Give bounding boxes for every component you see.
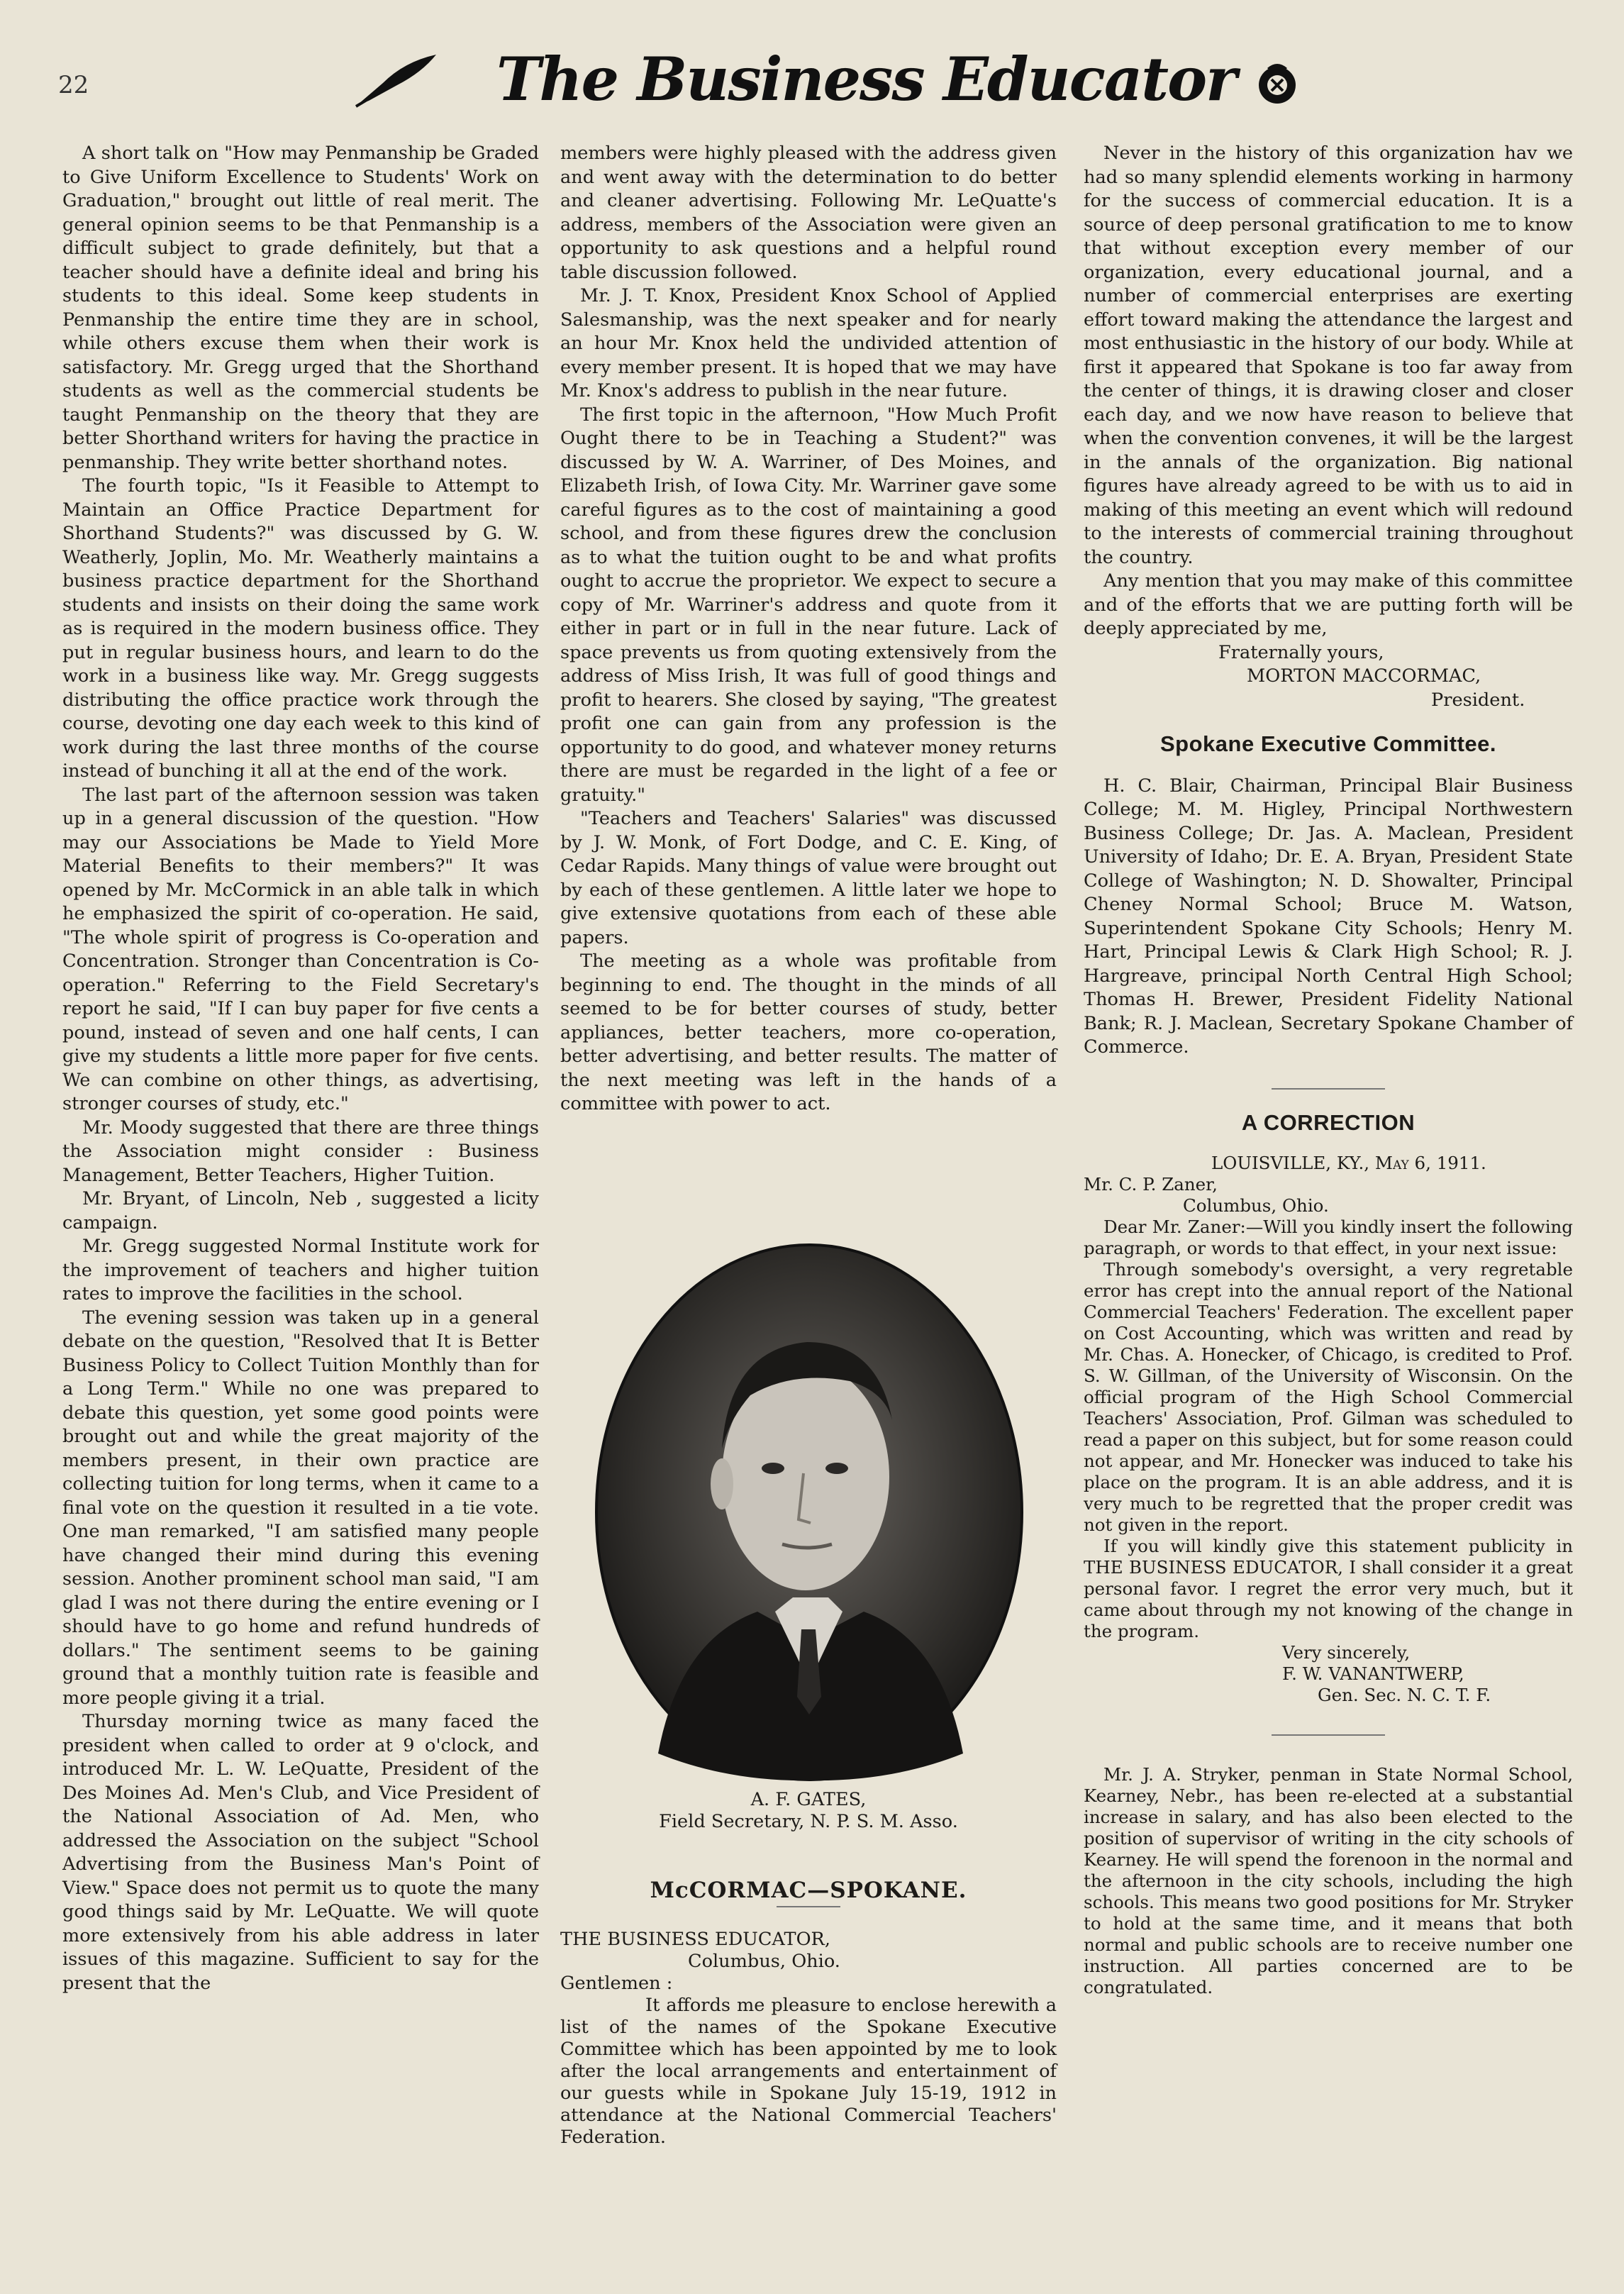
salutation: Gentlemen : [560, 1973, 673, 1994]
addressee: THE BUSINESS EDUCATOR, [560, 1929, 830, 1950]
committee-list: H. C. Blair, Chairman, Principal Blair Business College; M. M. Higley, Principal Northwestern Business College; Dr. Jas. A. Maclean, President University of Idaho; Dr. E. A. Bryan, President State College of Washington; N. D. Showalter, Principal Cheney Normal School; Bruce M. Watson, Superintendent Spokane City Schools; Henry M. Hart, Principal Lewis & Clark High School; R. J. Hargreave, principal North Central High School; Thomas H. Brewer, President Fidelity National Bank; R. J. Maclean, Secretary Spokane Chamber of Commerce. [1084, 775, 1573, 1058]
signer-title: President. [1431, 689, 1525, 711]
page-number: 22 [58, 71, 89, 99]
column-2 [560, 142, 1057, 1116]
paragraph: Any mention that you may make of this committee and of the efforts that we are putting forth will be deeply appreciated by me, [1084, 570, 1573, 639]
divider [1272, 1734, 1385, 1736]
column-3 [1084, 142, 1573, 1998]
section-heading: A CORRECTION [1241, 1109, 1416, 1135]
section-heading: McCORMAC—SPOKANE. [650, 1878, 967, 1903]
paragraph: Mr. Bryant, of Lincoln, Neb , suggested a licity campaign. [62, 1188, 539, 1234]
section-heading: Spokane Executive Committee. [1160, 731, 1496, 756]
paragraph: Never in the history of this organization hav we had so many splendid elements working in harmony for the success of commercial education. It is a source of deep personal gratification to me to know that without exception every member of our organization, every educational journal, and a number of commercial enterprises are exerting effort toward making the attendance the largest and most enthusiastic in the history of our body. While at first it appeared that Spokane is too far away from the center of things, it is drawing closer and closer each day, and we now have reason to believe that when the convention convenes, it will be the largest in the annals of the organization. Big national figures have already agreed to be with us to aid in making of this meeting an event which will redound to the interests of commercial training throughout the country. [1084, 143, 1573, 568]
paragraph: "Teachers and Teachers' Salaries" was discussed by J. W. Monk, of Fort Dodge, and C. E. King, of Cedar Rapids. Many things of value were brought out by each of these gentlemen. A little later we hope to give extensive quotations from each of these able papers. [560, 808, 1057, 948]
paragraph: If you will kindly give this statement publicity in THE BUSINESS EDUCATOR, I shall consider it a great personal favor. I regret the error very much, but it came about through my not knowing of the change in the program. [1084, 1536, 1573, 1641]
paragraph: Dear Mr. Zaner:—Will you kindly insert the following paragraph, or words to that effect, in your next issue: [1084, 1217, 1573, 1258]
paragraph: members were highly pleased with the address given and went away with the determination to do better and cleaner advertising. Following Mr. LeQuatte's address, members of the Association were given an opportunity to ask questions and a helpful round table discussion followed. [560, 143, 1057, 283]
paragraph: Through somebody's oversight, a very regretable error has crept into the annual report of the National Commercial Teachers' Federation. The excellent paper on Cost Accounting, which was written and read by Mr. Chas. A. Honecker, of Chicago, is credited to Prof. S. W. Gillman, of the University of Wisconsin. On the official program of the High School Commercial Teachers' Association, Prof. Gilman was scheduled to read a paper on this subject, but for some reason could not appear, and Mr. Honecker was induced to take his place on the program. It is an able address, and it is very much to be regretted that the proper credit was not given in the report. [1084, 1259, 1573, 1535]
quill-pen-icon [355, 51, 440, 108]
paragraph: Mr. Moody suggested that there are three things the Association might consider : Business Management, Better Teachers, Higher Tuition. [62, 1116, 539, 1186]
emblem-icon [1252, 58, 1303, 109]
masthead-title: The Business Educator [496, 44, 1236, 114]
mccormac-letter [560, 1866, 1057, 2149]
divider [1272, 1088, 1385, 1090]
paragraph: The first topic in the afternoon, "How Much Profit Ought there to be in Teaching a Student?" was discussed by W. A. Warriner, of Des Moines, and Elizabeth Irish, of Iowa City. Mr. Warriner gave some careful figures as to the cost of maintaining a good school, and from these figures drew the conclusion as to what the tuition ought to be and what profits ought to accrue the proprietor. We expect to secure a copy of Mr. Warriner's address and quote from it either in part or in full in the near future. Lack of space prevents us from quoting extensively from the address of Miss Irish, It was full of good things and profit to hearers. She closed by saying, "The greatest profit one can gain from any profession is the opportunity to do good, and whatever money returns there are must be regarded in the light of a fee or gratuity." [560, 404, 1057, 806]
paragraph: Mr. J. T. Knox, President Knox School of Applied Salesmanship, was the next speaker and for nearly an hour Mr. Knox held the undivided attention of every member present. It is hoped that we may have Mr. Knox's address to publish in the near future. [560, 285, 1057, 401]
paragraph: Mr. Gregg suggested Normal Institute work for the improvement of teachers and higher tuition rates to improve the facilities in the school. [62, 1236, 539, 1304]
paragraph: The fourth topic, "Is it Feasible to Attempt to Maintain an Office Practice Department for Shorthand Students?" was discussed by G. W. Weatherly, Joplin, Mo. Mr. Weatherly maintains a business practice department for the Shorthand students and insists on their doing the same work as is required in the modern business office. They put in regular business hours, and learn to do the work in a business like way. Mr. Gregg suggests distributing the office practice work through the course, devoting one day each week to this kind of work during the last three months of the course instead of bunching it all at the end of the work. [62, 475, 539, 782]
dateline: LOUISVILLE, KY., May 6, 1911. [1211, 1153, 1486, 1173]
paragraph: The last part of the afternoon session was taken up in a general discussion of the question. "How may our Associations be Made to Yield More Material Benefits to their members?" It was opened by Mr. McCormick in an able talk in which he emphasized the spirit of co-operation. He said, "The whole spirit of progress is Co-operation and Concentration. Stronger than Concentration is Co-operation." Referring to the Field Secretary's report he said, "If I can buy paper for five cents a pound, instead of seven and one half cents, I can give my students a little more paper for five cents. We can combine on other things, as advertising, stronger courses of study, etc." [62, 784, 539, 1114]
divider [777, 1906, 840, 1907]
recipient-city: Columbus, Ohio. [1183, 1195, 1329, 1216]
caption-name: A. F. GATES, [750, 1789, 867, 1810]
column-1 [62, 142, 539, 1995]
closing: Fraternally yours, [1218, 641, 1384, 663]
paragraph: Thursday morning twice as many faced the president when called to order at 9 o'clock, and introduced Mr. L. W. LeQuatte, President of the Des Moines Ad. Men's Club, and Vice President of the National Association of Ad. Men, who addressed the Association on the subject "School Advertising from the Business Man's Point of View." Space does not permit us to quote the many good things said by Mr. LeQuatte. We will quote more extensively from his able address in later issues of this magazine. Sufficient to say for the present that the [62, 1711, 539, 1994]
signer-title: Gen. Sec. N. C. T. F. [1318, 1685, 1491, 1705]
portrait-photo [594, 1243, 1024, 1782]
closing: Very sincerely, [1282, 1642, 1411, 1663]
portrait-caption [560, 1789, 1057, 1833]
letter-body: It affords me pleasure to enclose herewith a list of the names of the Spokane Executive Committee which has been appointed by me to look after the local arrangements and entertainment of our guests while in Spokane July 15-19, 1912 in attendance at the National Commercial Teachers' Federation. [560, 1995, 1057, 2148]
paragraph: A short talk on "How may Penmanship be Graded to Give Uniform Excellence to Students' Work on Graduation," brought out little of real merit. The general opinion seems to be that Penmanship is a difficult subject to grade definitely, but that a teacher should have a definite ideal and bring his students to this ideal. Some keep students in Penmanship the entire time they are in school, while others excuse them when their work is satisfactory. Mr. Gregg urged that the Shorthand students as well as the commercial students be taught Penmanship on the theory that they are better Shorthand writers for having the practice in penmanship. They write better shorthand notes. [62, 143, 539, 473]
signer-name: F. W. VANANTWERP, [1282, 1663, 1464, 1684]
signer-name: MORTON MACCORMAC, [1247, 665, 1481, 687]
paragraph: The meeting as a whole was profitable from beginning to end. The thought in the minds of all seemed to be for better courses of study, better appliances, better teachers, more co-operation, better advertising, and better results. The matter of the next meeting was left in the hands of a committee with power to act. [560, 951, 1057, 1114]
paragraph: Mr. J. A. Stryker, penman in State Normal School, Kearney, Nebr., has been re-elected at a substantial increase in salary, and has also been elected to the position of supervisor of writing in the city schools of Kearney. He will spend the forenoon in the normal and the afternoon in the city schools, including the high schools. This means two good positions for Mr. Stryker to hold at the same time, and it means that both normal and public schools are to receive number one instruction. All parties concerned are to be congratulated. [1084, 1764, 1573, 1997]
paragraph: The evening session was taken up in a general debate on the question, "Resolved that It is Better Business Policy to Collect Tuition Monthly than for a Long Term." While no one was prepared to debate this question, yet some good points were brought out and while the great majority of the members present, in their own practice are collecting tuition for long terms, when it came to a final vote on the question it resulted in a tie vote. One man remarked, "I am satisfied many people have changed their mind during this evening session. Another prominent school man said, "I am glad I was not there during the entire evening or I should have to go home and refund hundreds of dollars." The sentiment seems to be gaining ground that a monthly tuition rate is feasible and more people giving it a trial. [62, 1307, 539, 1709]
recipient-name: Mr. C. P. Zaner, [1084, 1174, 1218, 1195]
caption-title: Field Secretary, N. P. S. M. Asso. [659, 1811, 958, 1832]
addressee-city: Columbus, Ohio. [688, 1951, 840, 1972]
